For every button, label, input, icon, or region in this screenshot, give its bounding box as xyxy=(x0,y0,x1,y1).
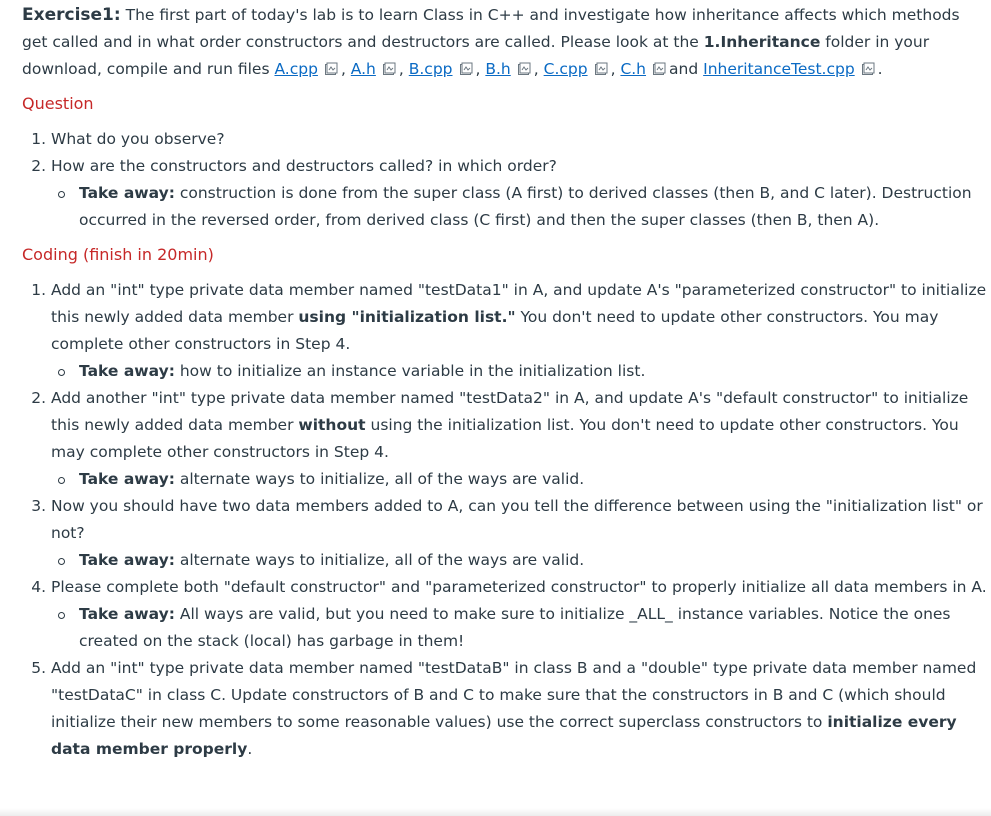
bottom-edge xyxy=(0,808,991,816)
file-preview-icon[interactable] xyxy=(652,62,666,76)
takeaway-item: Take away: construction is done from the super class (A first) to derived classes (then B, and C later). Destruction occurred in the reversed order, from derived class (C first) and then the super classes (then B, then A). xyxy=(79,180,987,234)
file-preview-icon[interactable] xyxy=(594,62,608,76)
takeaway-item: Take away: All ways are valid, but you need to make sure to initialize _ALL_ instance variables. Notice the ones created on the stack (local) has garbage in them! xyxy=(79,601,987,655)
list-item: 2. How are the constructors and destructors called? in which order? Take away: construction is done from the super class (A first) to derived classes (then B, and C later). Destruction occurred in the reversed order, from derived class (C first) and then the super classes (then B, then A). xyxy=(51,153,987,234)
coding-list xyxy=(22,277,987,763)
file-preview-icon[interactable] xyxy=(382,62,396,76)
file-preview-icon[interactable] xyxy=(517,62,531,76)
takeaway-list xyxy=(51,601,987,655)
question-heading: Question xyxy=(22,94,94,113)
exercise-title: Exercise1: xyxy=(22,5,121,25)
list-item: 1. What do you observe? xyxy=(51,126,987,153)
file-preview-icon[interactable] xyxy=(324,62,338,76)
list-item: 2. Add another "int" type private data member named "testData2" in A, and update A's "default constructor" to initialize this newly added data member without using the initialization list. You don't need to update other constructors. You may complete other constructors in Step 4. Take away: alternate ways to initialize, all of the ways are valid. xyxy=(51,385,987,493)
takeaway-item: Take away: how to initialize an instance variable in the initialization list. xyxy=(79,358,987,385)
assignment-content xyxy=(22,2,987,763)
file-link-a-cpp[interactable]: A.cpp xyxy=(274,60,318,78)
intro-paragraph: Exercise1: The first part of today's lab is to learn Class in C++ and investigate how inheritance affects which methods get called and in what order constructors and destructors are called. Please look at the 1.Inheritance folder in your download, compile and run files A.cpp , A.h , B.cpp , B.h , C.cpp , C.h and InheritanceTest.cpp . xyxy=(22,5,960,78)
question-list xyxy=(22,126,987,234)
file-link-a-h[interactable]: A.h xyxy=(350,60,376,78)
file-link-inheritancetest-cpp[interactable]: InheritanceTest.cpp xyxy=(703,60,855,78)
file-link-b-h[interactable]: B.h xyxy=(485,60,511,78)
takeaway-list xyxy=(51,547,987,574)
file-link-b-cpp[interactable]: B.cpp xyxy=(408,60,453,78)
file-preview-icon[interactable] xyxy=(459,62,473,76)
folder-name: 1.Inheritance xyxy=(703,33,821,51)
takeaway-item: Take away: alternate ways to initialize, all of the ways are valid. xyxy=(79,547,987,574)
file-preview-icon[interactable] xyxy=(861,62,875,76)
list-item: 5. Add an "int" type private data member named "testDataB" in class B and a "double" type private data member named "testDataC" in class C. Update constructors of B and C to make sure that the constructors in B and C (which should initialize their new members to some reasonable values) use the correct superclass constructors to initialize every data member properly. xyxy=(51,655,987,763)
takeaway-list xyxy=(51,358,987,385)
takeaway-list xyxy=(51,466,987,493)
file-link-c-h[interactable]: C.h xyxy=(620,60,647,78)
takeaway-item: Take away: alternate ways to initialize, all of the ways are valid. xyxy=(79,466,987,493)
list-item: 4. Please complete both "default constructor" and "parameterized constructor" to properly initialize all data members in A. Take away: All ways are valid, but you need to make sure to initialize _ALL_ instance variables. Notice the ones created on the stack (local) has garbage in them! xyxy=(51,574,987,655)
coding-heading: Coding (finish in 20min) xyxy=(22,245,214,264)
file-link-c-cpp[interactable]: C.cpp xyxy=(543,60,588,78)
list-item: 3. Now you should have two data members added to A, can you tell the difference between using the "initialization list" or not? Take away: alternate ways to initialize, all of the ways are valid. xyxy=(51,493,987,574)
takeaway-list xyxy=(51,180,987,234)
list-item: 1. Add an "int" type private data member named "testData1" in A, and update A's "parameterized constructor" to initialize this newly added data member using "initialization list." You don't need to update other constructors. You may complete other constructors in Step 4. Take away: how to initialize an instance variable in the initialization list. xyxy=(51,277,987,385)
